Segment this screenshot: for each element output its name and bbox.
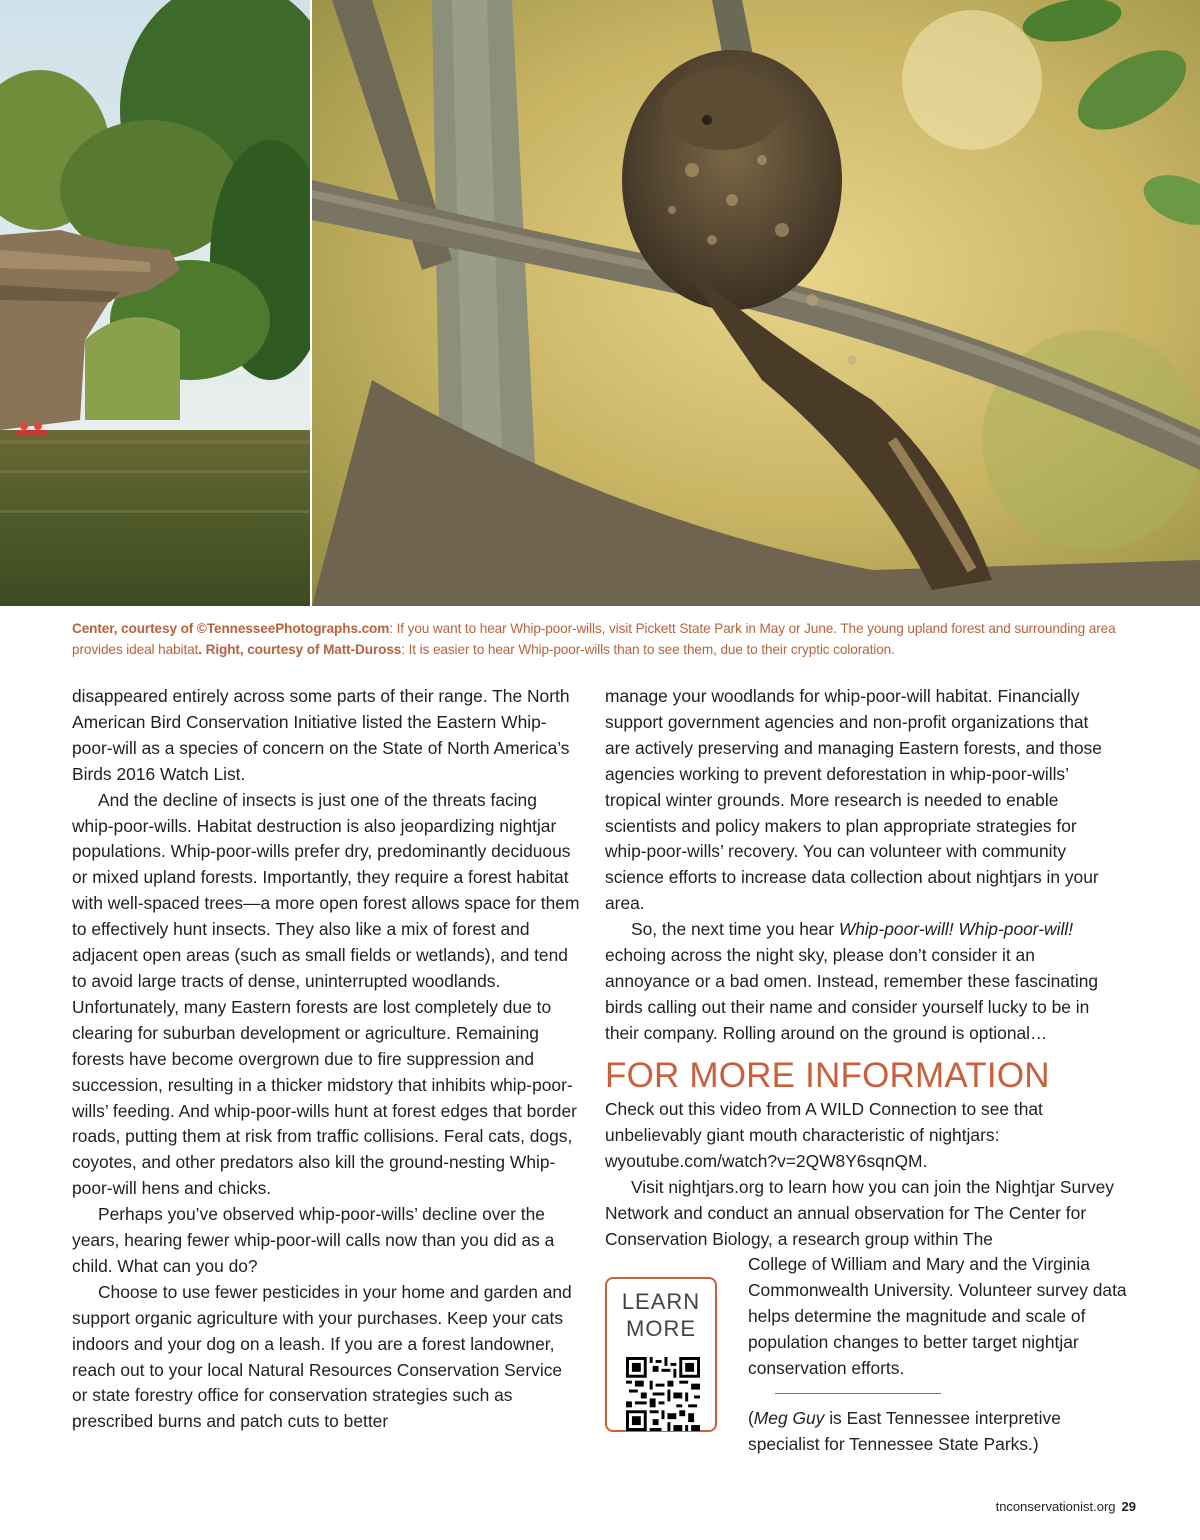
caption-credit-center: Center, courtesy of ©TennesseePhotographs.com [72,621,390,636]
bio-open: ( [748,1408,754,1428]
photo-caption [72,618,1142,660]
call-italic: Whip-poor-will! Whip-poor-will! [838,919,1074,940]
caption-text-right: : It is easier to hear Whip-poor-wills than to see them, due to their cryptic coloration. [401,642,895,657]
more-info-wrap-paragraph: College of William and Mary and the Virginia Commonwealth University. Volunteer survey data helps determine the magnitude and scale of population changes to better target nightjar conservation efforts. [748,1254,1127,1378]
learn-more-box[interactable] [605,1277,717,1432]
learn-more-line2: MORE [626,1316,696,1341]
paragraph: Visit nightjars.org to learn how you can join the Nightjar Survey Network and conduct an annual observation for The Center for Conservation Biology, a research group within The [605,1176,1115,1249]
whip-poor-will-on-branch-icon [312,0,1200,606]
learn-more-label [607,1288,715,1342]
more-info-body [605,1097,1125,1252]
caption-text-center: : If you want to hear Whip-poor-wills, visit Pickett State Park in May or June. The young upland forest and surrounding area provides ideal habitat [72,621,1116,657]
footer-site[interactable]: tnconservationist.org [995,1499,1116,1514]
section-heading: FOR MORE INFORMATION [605,1056,1050,1095]
author-bio [748,1406,1128,1458]
qr-code-icon[interactable] [626,1357,700,1431]
paragraph-start: So, the next time you hear [631,919,839,940]
paragraph: Check out this video from A WILD Connection to see that unbelievably giant mouth characteristic of nightjars: wyoutube.com/watch?v=2QW8Y6sqnQM. [605,1099,1043,1171]
paragraph [605,917,1115,1047]
paragraph: manage your woodlands for whip-poor-will habitat. Financially support government agencies and non-profit organizations that are actively preserving and managing Eastern forests, and those agencies working to prevent deforestation in whip-poor-wills’ tropical winter grounds. More research is needed to enable scientists and policy makers to plan appropriate strategies for whip-poor-wills’ recovery. You can volunteer with community science efforts to increase data collection about nightjars in your area. [605,686,1102,914]
author-name: Meg Guy [753,1408,825,1428]
rock-arch-river-icon [0,0,310,606]
paragraph: disappeared entirely across some parts of their range. The North American Bird Conservation Initiative listed the Eastern Whip-poor-will as a species of concern on the State of North America’s Birds 2016 Watch List. [72,686,570,784]
caption-credit-right: . Right, courtesy of Matt-Duross [198,642,402,657]
photo-whip-poor-will [312,0,1200,606]
divider [775,1393,941,1394]
paragraph-end: echoing across the night sky, please don’t consider it an annoyance or a bad omen. Instead, remember these fascinating birds calling out their name and consider yourself lucky to be in their company. Rolling around on the ground is optional… [605,945,1099,1043]
bio-text: is East Tennessee interpretive specialist for Tennessee State Parks.) [748,1408,1061,1454]
learn-more-line1: LEARN [621,1289,701,1314]
right-column [605,684,1115,1047]
page-footer [996,1499,1136,1514]
paragraph: Choose to use fewer pesticides in your home and garden and support organic agriculture with your purchases. Keep your cats indoors and your dog on a leash. If you are a forest landowner, reach out to your local Natural Resources Conservation Service or state forestry office for conservation strategies such as prescribed burns and patch cuts to better [72,1281,572,1432]
paragraph: And the decline of insects is just one of the threats facing whip-poor-wills. Habitat destruction is also jeopardizing nightjar populations. Whip-poor-wills prefer dry, predominantly deciduous or mixed upland forests. Importantly, they require a forest habitat with well-spaced trees—a more open forest allows space for them to effectively hunt insects. They also like a mix of forest and adjacent open areas (such as small fields or wetlands), and tend to avoid large tracts of dense, uninterrupted woodlands. Unfortunately, many Eastern forests are lost completely due to clearing for suburban development or agriculture. Remaining forests have become overgrown due to fire suppression and succession, resulting in a thicker midstory that inhibits whip-poor-wills’ feeding. And whip-poor-wills hunt at forest edges that border roads, putting them at risk from traffic collisions. Feral cats, dogs, coyotes, and other predators also kill the ground-nesting Whip-poor-will hens and chicks. [72,789,580,1199]
paragraph: Perhaps you’ve observed whip-poor-wills’ decline over the years, hearing fewer whip-poor-will calls now than you did as a child. What can you do? [72,1204,555,1276]
page-number: 29 [1121,1499,1136,1514]
left-column [72,684,582,1435]
photo-rock-arch [0,0,310,606]
